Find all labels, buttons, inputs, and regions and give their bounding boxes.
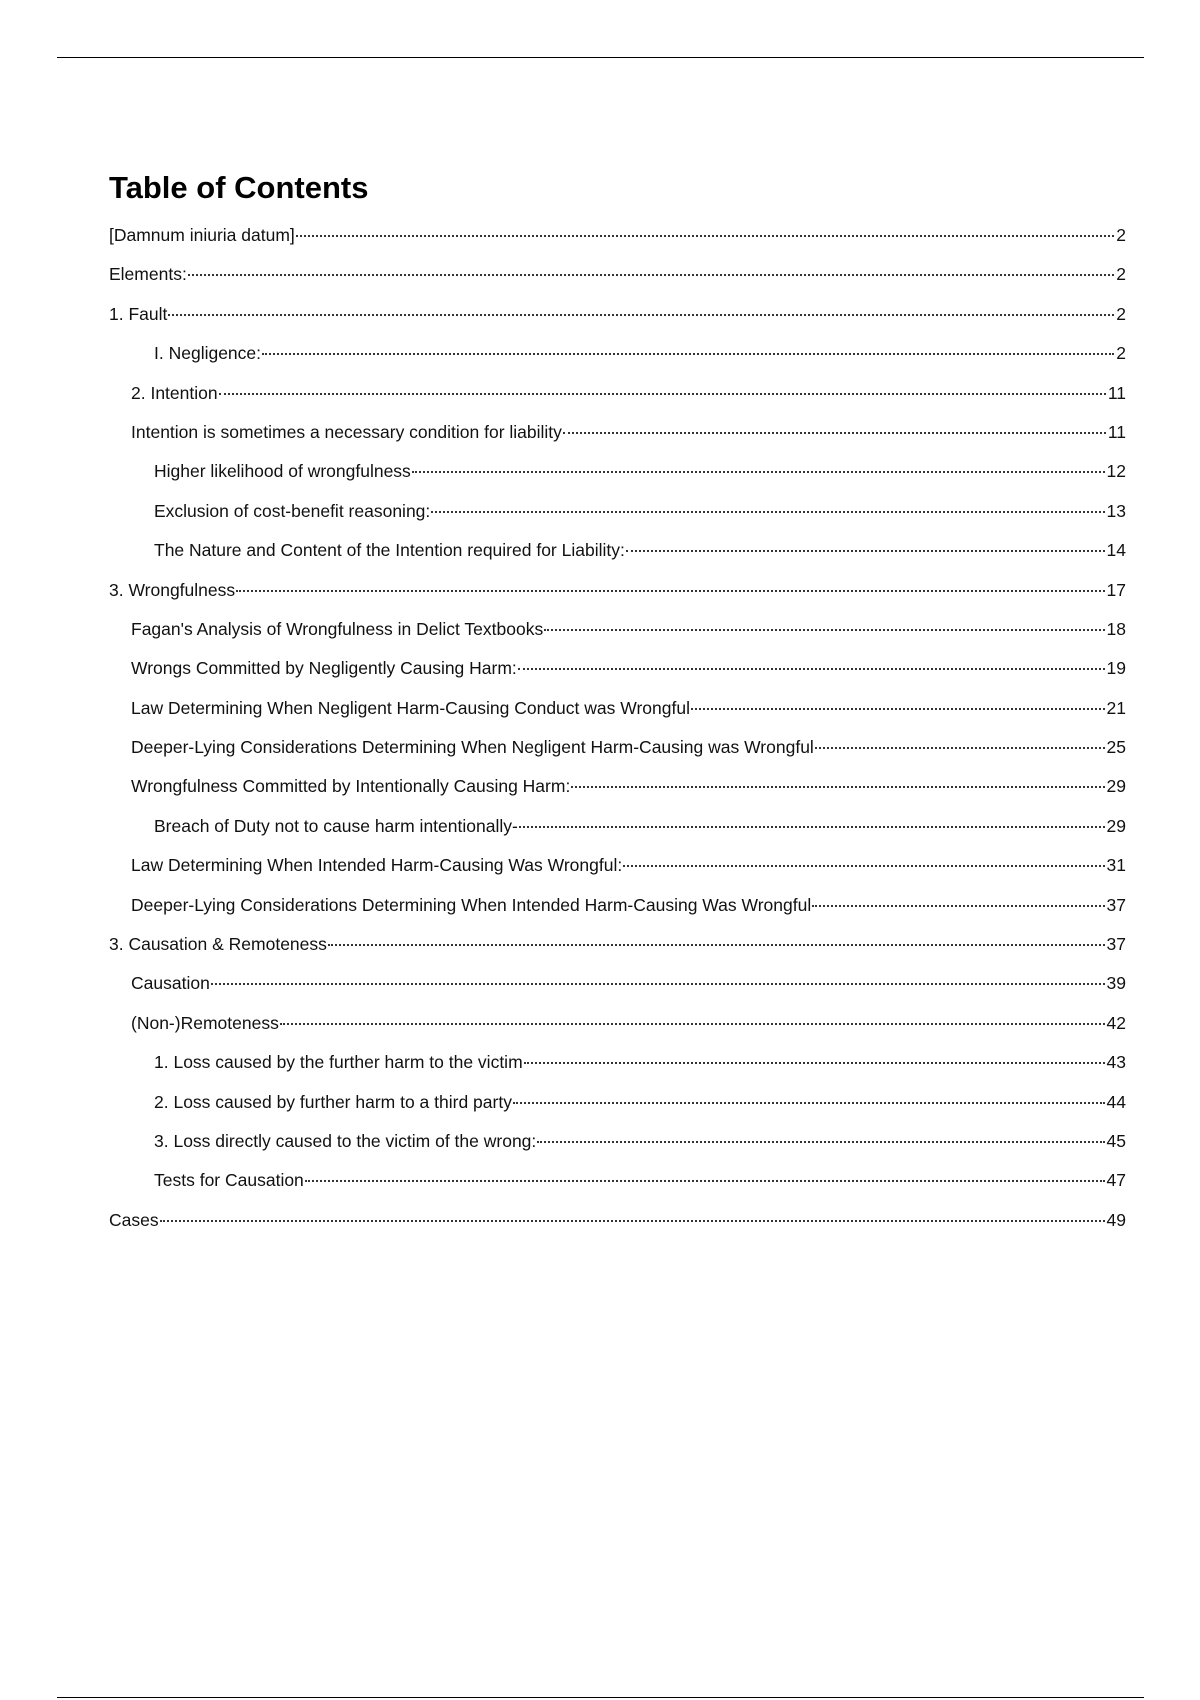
toc-page-number[interactable]: 14 <box>1106 540 1126 561</box>
toc-dot-leader <box>544 629 1104 631</box>
toc-page-number[interactable]: 45 <box>1106 1130 1126 1151</box>
toc-dot-leader <box>815 747 1105 749</box>
toc-dot-leader <box>691 708 1105 710</box>
toc-entry[interactable] <box>109 693 1126 732</box>
toc-entry-text[interactable]: 1. Fault <box>109 303 168 324</box>
toc-dot-leader <box>519 826 1105 828</box>
toc-page-number[interactable]: 18 <box>1106 618 1126 639</box>
toc-dot-leader <box>513 1102 1105 1104</box>
toc-entry-text[interactable]: [Damnum iniuria datum] <box>109 225 295 245</box>
toc-title: Table of Contents <box>109 170 369 205</box>
toc-entry-text[interactable]: Deeper-Lying Considerations Determining When Intended Harm-Causing Was Wrongful <box>131 894 812 915</box>
toc-entry[interactable] <box>109 496 1126 535</box>
toc-entry[interactable] <box>109 456 1126 495</box>
toc-entry-text[interactable]: 1. Loss caused by the further harm to the victim <box>154 1052 523 1073</box>
toc-dot-leader <box>563 432 1106 434</box>
toc-dot-leader <box>626 550 1105 552</box>
toc-entry[interactable] <box>109 1205 1126 1244</box>
toc-page-number[interactable]: 25 <box>1106 737 1126 758</box>
toc-page-number[interactable]: 31 <box>1106 855 1126 876</box>
toc-entry[interactable] <box>109 575 1126 614</box>
toc-dot-leader <box>623 865 1104 867</box>
toc-entry[interactable] <box>109 850 1126 889</box>
toc-entry-text[interactable]: 3. Wrongfulness <box>109 579 236 600</box>
toc-page-number[interactable]: 44 <box>1106 1091 1126 1112</box>
toc-page-number[interactable]: 37 <box>1106 934 1126 955</box>
toc-page-number[interactable]: 37 <box>1106 894 1126 915</box>
toc-entry-text[interactable]: 2. Loss caused by further harm to a third party <box>154 1091 512 1112</box>
toc-page-number[interactable]: 2 <box>1116 343 1126 364</box>
toc-page-number[interactable]: 21 <box>1106 697 1126 718</box>
header-rule <box>57 57 1144 58</box>
toc-page-number[interactable]: 11 <box>1107 421 1126 442</box>
toc-entry-text[interactable]: 3. Loss directly caused to the victim of the wrong: <box>154 1130 537 1151</box>
toc-dot-leader <box>262 353 1114 355</box>
toc-entry[interactable] <box>109 890 1126 929</box>
toc-entry[interactable] <box>109 417 1126 456</box>
toc-page-number[interactable]: 47 <box>1106 1170 1126 1191</box>
toc-entry[interactable] <box>109 614 1126 653</box>
toc-page-number[interactable]: 2 <box>1116 264 1126 285</box>
toc-entry-text[interactable]: 3. Causation & Remoteness <box>109 934 327 955</box>
toc-dot-leader <box>280 1023 1105 1025</box>
toc-entry[interactable] <box>109 1047 1126 1086</box>
toc-entry-text[interactable]: The Nature and Content of the Intention required for Liability: <box>154 540 625 561</box>
toc-entry-text[interactable]: Causation <box>131 973 210 994</box>
toc-page-number[interactable]: 49 <box>1106 1209 1126 1230</box>
toc-entry[interactable] <box>109 771 1126 810</box>
toc-dot-leader <box>211 983 1105 985</box>
toc-entry[interactable] <box>109 259 1126 298</box>
toc-dot-leader <box>296 235 1114 237</box>
toc-entry-text[interactable]: Wrongs Committed by Negligently Causing Harm: <box>131 658 517 679</box>
toc-list <box>109 220 1126 1244</box>
toc-entry[interactable] <box>109 811 1126 850</box>
toc-dot-leader <box>219 393 1106 395</box>
toc-dot-leader <box>188 274 1114 276</box>
toc-dot-leader <box>518 668 1105 670</box>
toc-dot-leader <box>236 590 1104 592</box>
toc-page-number[interactable]: 11 <box>1107 382 1126 403</box>
toc-entry[interactable] <box>109 653 1126 692</box>
toc-entry[interactable] <box>109 968 1126 1007</box>
toc-entry-text[interactable]: Higher likelihood of wrongfulness <box>154 461 411 482</box>
toc-page-number[interactable]: 17 <box>1106 579 1126 600</box>
toc-page-number[interactable]: 2 <box>1116 303 1126 324</box>
toc-entry-text[interactable]: Intention is sometimes a necessary condition for liability <box>131 421 562 442</box>
toc-page-number[interactable]: 43 <box>1106 1052 1126 1073</box>
toc-entry-text[interactable]: Deeper-Lying Considerations Determining When Negligent Harm-Causing was Wrongful <box>131 737 814 758</box>
toc-dot-leader <box>537 1141 1104 1143</box>
toc-page-number[interactable]: 42 <box>1106 1012 1126 1033</box>
toc-dot-leader <box>160 1220 1105 1222</box>
toc-page-number[interactable]: 29 <box>1106 815 1126 836</box>
toc-entry-text[interactable]: Law Determining When Intended Harm-Causing Was Wrongful: <box>131 855 623 876</box>
toc-entry[interactable] <box>109 535 1126 574</box>
toc-entry-text[interactable]: Elements: <box>109 264 187 285</box>
toc-entry[interactable] <box>109 1087 1126 1126</box>
toc-page-number[interactable]: 19 <box>1106 658 1126 679</box>
toc-page-number[interactable]: 29 <box>1106 776 1126 797</box>
toc-entry-text[interactable]: Exclusion of cost-benefit reasoning: <box>154 500 431 521</box>
toc-entry[interactable] <box>109 378 1126 417</box>
toc-dot-leader <box>412 471 1105 473</box>
toc-dot-leader <box>305 1180 1105 1182</box>
toc-dot-leader <box>328 944 1105 946</box>
toc-entry-text[interactable]: Cases <box>109 1209 159 1230</box>
toc-entry[interactable] <box>109 732 1126 771</box>
toc-dot-leader <box>812 905 1104 907</box>
toc-dot-leader <box>431 511 1104 513</box>
toc-entry[interactable] <box>109 1165 1126 1204</box>
toc-dot-leader <box>571 786 1104 788</box>
toc-entry-text[interactable]: 2. Intention <box>131 382 218 403</box>
toc-entry[interactable] <box>109 1126 1126 1165</box>
footer-rule <box>57 1697 1144 1698</box>
toc-entry-text[interactable]: (Non-)Remoteness <box>131 1012 279 1033</box>
toc-entry-text[interactable]: I. Negligence: <box>154 343 262 364</box>
toc-entry-text[interactable]: Breach of Duty not to cause harm intentionally- <box>154 815 518 836</box>
toc-dot-leader <box>168 314 1114 316</box>
toc-entry-text[interactable]: Fagan's Analysis of Wrongfulness in Delict Textbooks <box>131 618 544 639</box>
toc-page-number[interactable]: 2 <box>1116 225 1126 245</box>
toc-entry-text[interactable]: Wrongfulness Committed by Intentionally Causing Harm: <box>131 776 571 797</box>
toc-page-number[interactable]: 39 <box>1106 973 1126 994</box>
toc-entry[interactable] <box>109 299 1126 338</box>
toc-page-number[interactable]: 13 <box>1106 500 1126 521</box>
toc-page-number[interactable]: 12 <box>1106 461 1126 482</box>
toc-entry-text[interactable]: Tests for Causation <box>154 1170 304 1191</box>
toc-entry[interactable] <box>109 929 1126 968</box>
toc-entry[interactable] <box>109 220 1126 259</box>
toc-entry[interactable] <box>109 1008 1126 1047</box>
toc-entry-text[interactable]: Law Determining When Negligent Harm-Causing Conduct was Wrongful <box>131 697 690 718</box>
toc-entry[interactable] <box>109 338 1126 377</box>
toc-dot-leader <box>524 1062 1105 1064</box>
